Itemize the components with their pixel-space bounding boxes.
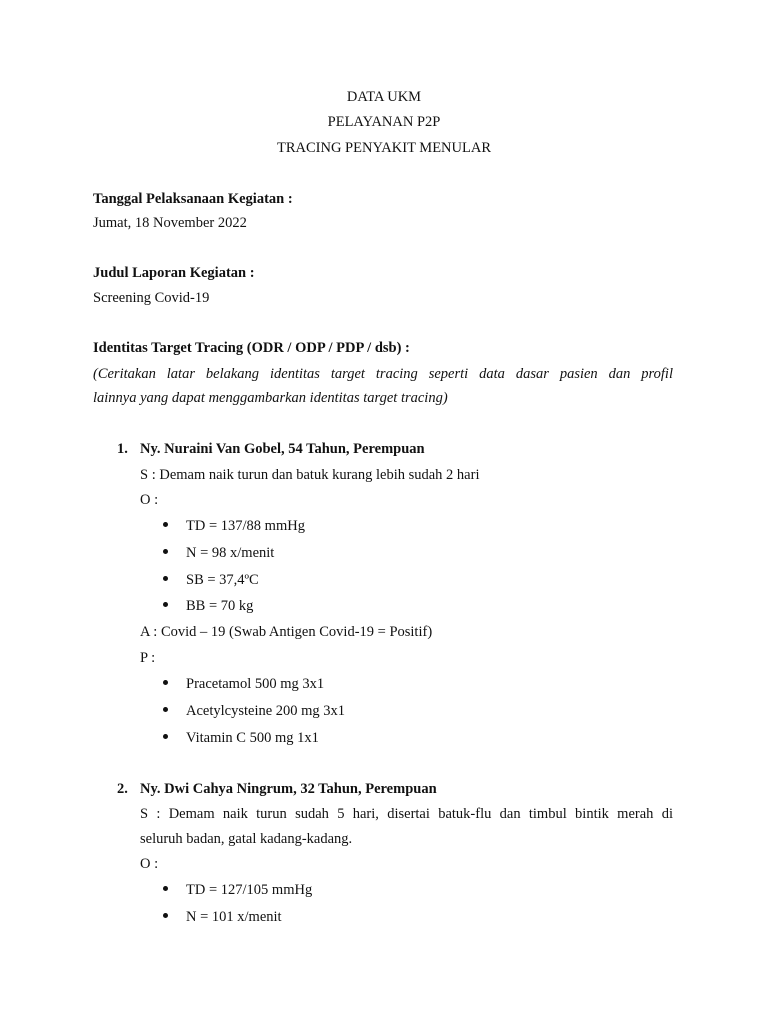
bullet-icon	[163, 522, 168, 527]
doc-title-line2: PELAYANAN P2P	[327, 114, 441, 130]
bullet-icon	[163, 734, 168, 739]
patient-1-name: Ny. Nuraini Van Gobel, 54 Tahun, Perempuan	[140, 441, 425, 457]
bullet-icon	[163, 913, 168, 918]
patient-2-subjective-line1: S : Demam naik turun sudah 5 hari, disertai batuk-flu dan timbul bintik merah di	[140, 806, 673, 822]
patient-2-n: N = 101 x/menit	[186, 909, 282, 925]
bullet-icon	[163, 602, 168, 607]
patient-1-plan-label: P :	[140, 650, 156, 666]
patient-1-subjective: S : Demam naik turun dan batuk kurang lebih sudah 2 hari	[140, 467, 480, 483]
patient-1-plan-item-3: Vitamin C 500 mg 1x1	[186, 730, 319, 746]
tanggal-value: Jumat, 18 November 2022	[93, 215, 247, 231]
identitas-label: Identitas Target Tracing (ODR / ODP / PDP / dsb) :	[93, 340, 410, 356]
patient-2-td: TD = 127/105 mmHg	[186, 882, 313, 898]
patient-2-objective-label: O :	[140, 856, 159, 872]
patient-1-number: 1.	[117, 441, 128, 457]
identitas-desc-line1: (Ceritakan latar belakang identitas target tracing seperti data dasar pasien dan profil	[93, 366, 673, 382]
patient-1-plan-item-2: Acetylcysteine 200 mg 3x1	[186, 703, 346, 719]
patient-2-name: Ny. Dwi Cahya Ningrum, 32 Tahun, Perempuan	[140, 781, 437, 797]
doc-title-line3: TRACING PENYAKIT MENULAR	[276, 140, 491, 156]
judul-label: Judul Laporan Kegiatan :	[93, 265, 255, 281]
patient-2-number: 2.	[117, 781, 128, 797]
patient-2-subjective-line2: seluruh badan, gatal kadang-kadang.	[140, 831, 353, 847]
patient-1-sb: SB = 37,4ºC	[186, 572, 259, 588]
doc-title-line1: DATA UKM	[346, 89, 422, 105]
bullet-icon	[163, 680, 168, 685]
patient-1-plan-item-1: Pracetamol 500 mg 3x1	[186, 676, 325, 692]
patient-1-td: TD = 137/88 mmHg	[186, 518, 305, 534]
patient-1-assessment: A : Covid – 19 (Swab Antigen Covid-19 = Positif)	[140, 624, 433, 640]
patient-1-n: N = 98 x/menit	[186, 545, 275, 561]
judul-value: Screening Covid-19	[93, 290, 210, 306]
patient-1-objective-label: O :	[140, 492, 159, 508]
patient-1-bb: BB = 70 kg	[186, 598, 254, 614]
identitas-desc-line2: lainnya yang dapat menggambarkan identitas target tracing)	[93, 390, 448, 406]
bullet-icon	[163, 707, 168, 712]
bullet-icon	[163, 549, 168, 554]
tanggal-label: Tanggal Pelaksanaan Kegiatan :	[93, 191, 293, 207]
bullet-icon	[163, 886, 168, 891]
bullet-icon	[163, 576, 168, 581]
